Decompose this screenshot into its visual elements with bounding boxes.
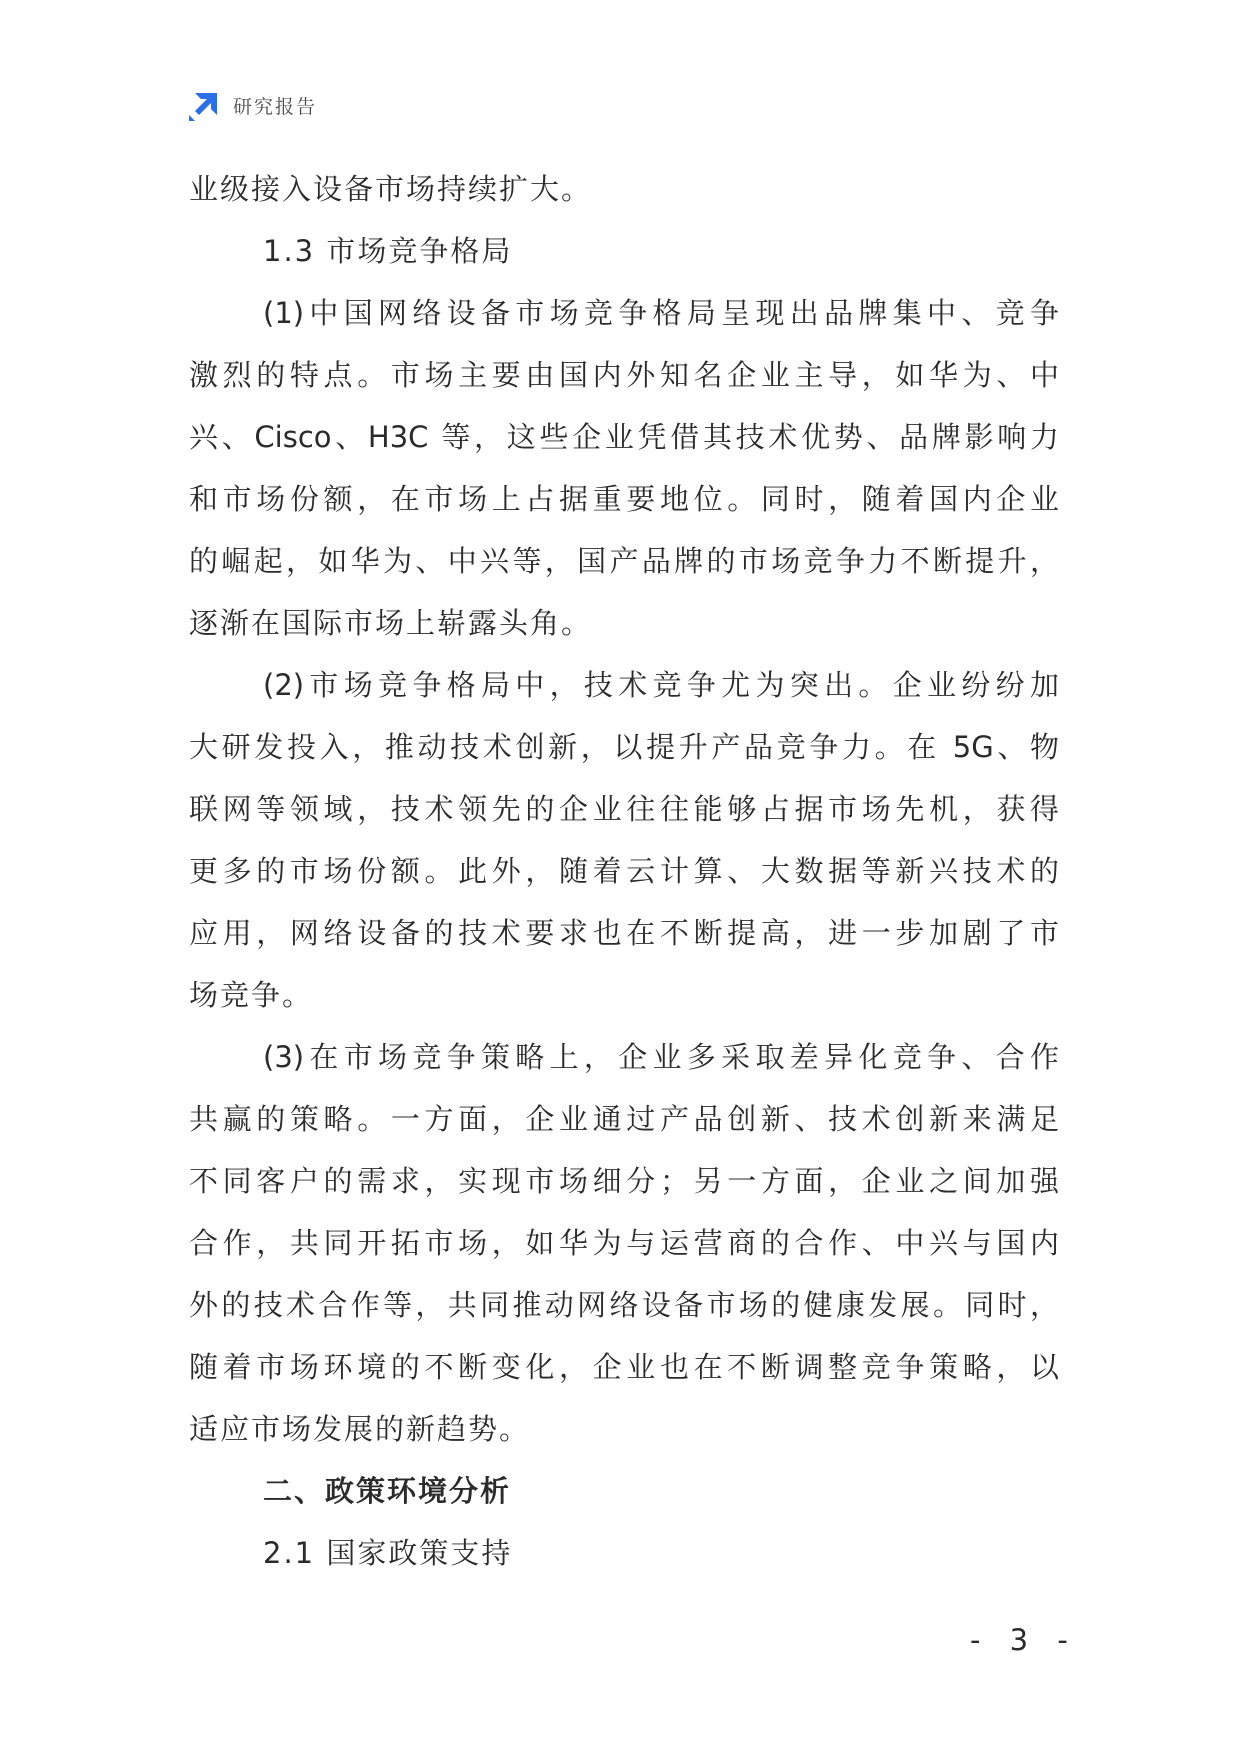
paragraph-line: 应用，网络设备的技术要求也在不断提高，进一步加剧了市 (189, 916, 1059, 950)
paragraph-line: (1)中国网络设备市场竞争格局呈现出品牌集中、竞争 (263, 296, 1059, 330)
document-body (189, 158, 1059, 1584)
paragraph-line: 业级接入设备市场持续扩大。 (189, 172, 593, 206)
paragraph-line: 逐渐在国际市场上崭露头角。 (189, 606, 593, 640)
header-title: 研究报告 (233, 95, 318, 118)
paragraph-line: 大研发投入，推动技术创新，以提升产品竞争力。在 5G、物 (189, 730, 1059, 764)
section-heading-2: 二、政策环境分析 (263, 1474, 512, 1508)
paragraph-line: 随着市场环境的不断变化，企业也在不断调整竞争策略，以 (189, 1350, 1059, 1384)
paragraph-line: 和市场份额，在市场上占据重要地位。同时，随着国内企业 (189, 482, 1059, 516)
paragraph-line: 不同客户的需求，实现市场细分；另一方面，企业之间加强 (189, 1164, 1059, 1198)
section-heading-2-1: 2.1 国家政策支持 (263, 1536, 513, 1570)
paragraph-line: 共赢的策略。一方面，企业通过产品创新、技术创新来满足 (189, 1102, 1059, 1136)
page-number: - 3 - (970, 1623, 1078, 1657)
paragraph-line: 激烈的特点。市场主要由国内外知名企业主导，如华为、中 (189, 358, 1059, 392)
paragraph-line: (3)在市场竞争策略上，企业多采取差异化竞争、合作 (263, 1040, 1059, 1074)
arrow-up-right-icon (189, 89, 221, 121)
paragraph-line: 的崛起，如华为、中兴等，国产品牌的市场竞争力不断提升， (189, 544, 1059, 578)
page-header (189, 89, 317, 121)
paragraph-line: 适应市场发展的新趋势。 (189, 1412, 531, 1446)
paragraph-line: (2)市场竞争格局中，技术竞争尤为突出。企业纷纷加 (263, 668, 1059, 702)
paragraph-line: 联网等领域，技术领先的企业往往能够占据市场先机，获得 (189, 792, 1059, 826)
section-heading-1-3: 1.3 市场竞争格局 (263, 234, 513, 268)
paragraph-line: 外的技术合作等，共同推动网络设备市场的健康发展。同时， (189, 1288, 1059, 1322)
paragraph-line: 合作，共同开拓市场，如华为与运营商的合作、中兴与国内 (189, 1226, 1059, 1260)
paragraph-line: 更多的市场份额。此外，随着云计算、大数据等新兴技术的 (189, 854, 1059, 888)
paragraph-line: 场竞争。 (189, 978, 314, 1012)
paragraph-line: 兴、Cisco、H3C 等，这些企业凭借其技术优势、品牌影响力 (189, 420, 1059, 454)
